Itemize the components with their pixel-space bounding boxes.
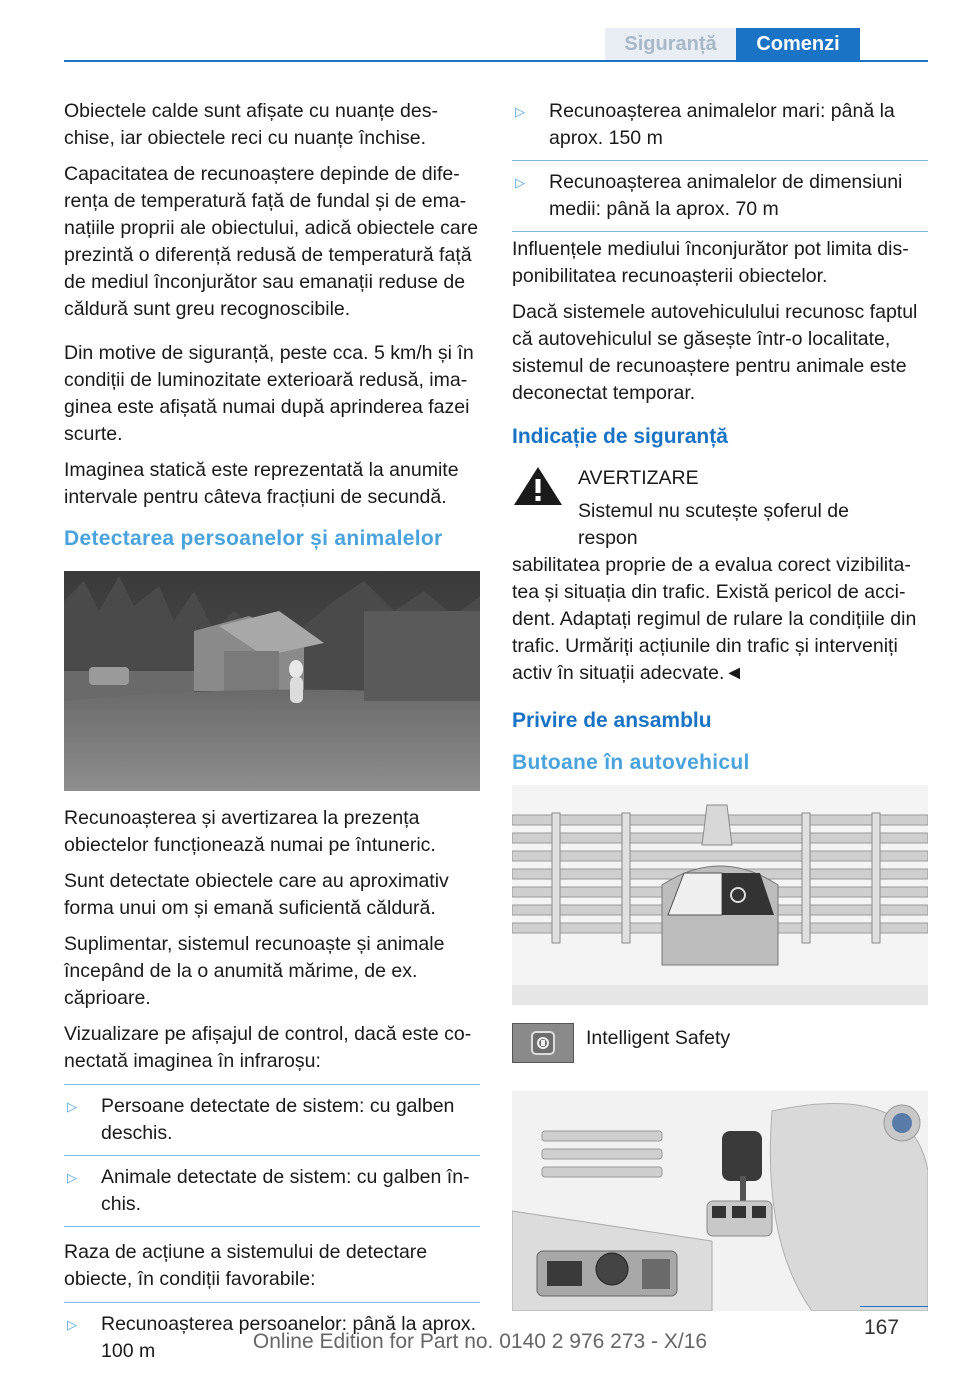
list-divider [64, 1155, 480, 1156]
triangle-right-icon: ▷ [515, 175, 525, 190]
list-item [512, 169, 928, 223]
triangle-right-icon: ▷ [67, 1170, 77, 1185]
paragraph: Influențele mediului înconjurător pot limita disponibilitatea recunoașterii obiectelor. [512, 238, 909, 287]
button-legend [512, 1023, 928, 1063]
list-item-text: Recunoașterea animalelor de dimensiuni medii: până la aprox. 70 m [549, 171, 903, 220]
list-divider [64, 1302, 480, 1303]
warning-triangle-icon [512, 465, 564, 507]
warning-text: sabilitatea proprie de a evalua corect vizibilitatea și situația din trafic. Există pericol de accident. Adaptați regimul de rulare la condițiile din trafic. Urmăriți acțiunile din trafic și interveniți activ în situații adecvate.◄ [512, 554, 917, 684]
list-item [64, 1164, 480, 1218]
list-item-text: Recunoașterea persoanelor: până la aprox. 100 m [101, 1313, 477, 1362]
intelligent-safety-icon [512, 1023, 574, 1063]
paragraph: Capacitatea de recunoaștere depinde de diferența de temperatură față de fundal și de emanațiile proprii ale obiectului, adică obiectele care prezintă o diferență redusă de temperatură față de mediul înconjurător sau emanații reduse de căldură sunt greu recognoscibile. [64, 163, 479, 320]
page-number: 167 [864, 1316, 900, 1339]
list-item-text: Persoane detectate de sistem: cu galben deschis. [101, 1095, 455, 1144]
warning-text-first: Sistemul nu scutește șoferul de respon [578, 500, 849, 549]
triangle-right-icon: ▷ [67, 1099, 77, 1114]
paragraph: Vizualizare pe afișajul de control, dacă este conectată imaginea în infraroșu: [64, 1023, 472, 1072]
header-rule [64, 60, 928, 62]
list-divider [512, 231, 928, 232]
tab-siguranta-label: Siguranță [624, 32, 717, 55]
paragraph: Din motive de siguranță, peste cca. 5 km/h și în condiții de luminozitate exterioară redusă, imaginea este afișată numai după aprinderea fazei scurte. [64, 342, 474, 445]
section-heading: Privire de ansamblu [512, 709, 712, 732]
subsection-heading: Butoane în autovehicul [512, 751, 750, 774]
section-heading: Indicație de siguranță [512, 425, 728, 448]
tab-comenzi[interactable] [736, 28, 860, 60]
list-divider [64, 1084, 480, 1085]
button-legend-label: Intelligent Safety [586, 1027, 731, 1049]
night-vision-photo [64, 571, 480, 791]
list-item [64, 1093, 480, 1147]
dashboard-photo [512, 1091, 928, 1311]
list-item-text: Animale detectate de sistem: cu galben închis. [101, 1166, 470, 1215]
paragraph: Obiectele calde sunt afișate cu nuanțe deschise, iar obiectele reci cu nuanțe închise. [64, 100, 438, 149]
paragraph: Imaginea statică este reprezentată la anumite intervale pentru câteva fracțiuni de secundă. [64, 459, 459, 508]
paragraph: Suplimentar, sistemul recunoaște și animale începând de la o anumită mărime, de ex. căprioare. [64, 933, 445, 1009]
tab-siguranta[interactable] [605, 28, 736, 60]
triangle-right-icon: ▷ [515, 104, 525, 119]
list-divider [64, 1226, 480, 1227]
list-item [512, 98, 928, 152]
triangle-right-icon: ▷ [67, 1317, 77, 1332]
paragraph: Dacă sistemele autovehiculului recunosc faptul că autovehiculul se găsește într-o localitate, sistemul de recunoaștere pentru animale este deconectat temporar. [512, 301, 918, 404]
left-column [64, 98, 480, 1373]
paragraph: Raza de acțiune a sistemului de detectare obiecte, în condiții favorabile: [64, 1241, 428, 1290]
paragraph: Recunoașterea și avertizarea la prezența obiectelor funcționează numai pe întuneric. [64, 807, 436, 856]
paragraph: Sunt detectate obiectele care au aproximativ forma unui om și emană suficientă căldură. [64, 870, 449, 919]
grille-button-photo [512, 785, 928, 1005]
edition-footer: Online Edition for Part no. 0140 2 976 273 - X/16 [252, 1330, 708, 1353]
section-heading: Detectarea persoanelor și animalelor [64, 527, 443, 550]
warning-block [512, 465, 928, 552]
right-column [512, 98, 928, 1311]
footer-rule [860, 1306, 928, 1307]
warning-title: AVERTIZARE [578, 467, 699, 489]
list-item-text: Recunoașterea animalelor mari: până la aprox. 150 m [549, 100, 895, 149]
list-divider [512, 160, 928, 161]
tab-comenzi-label: Comenzi [756, 32, 840, 55]
